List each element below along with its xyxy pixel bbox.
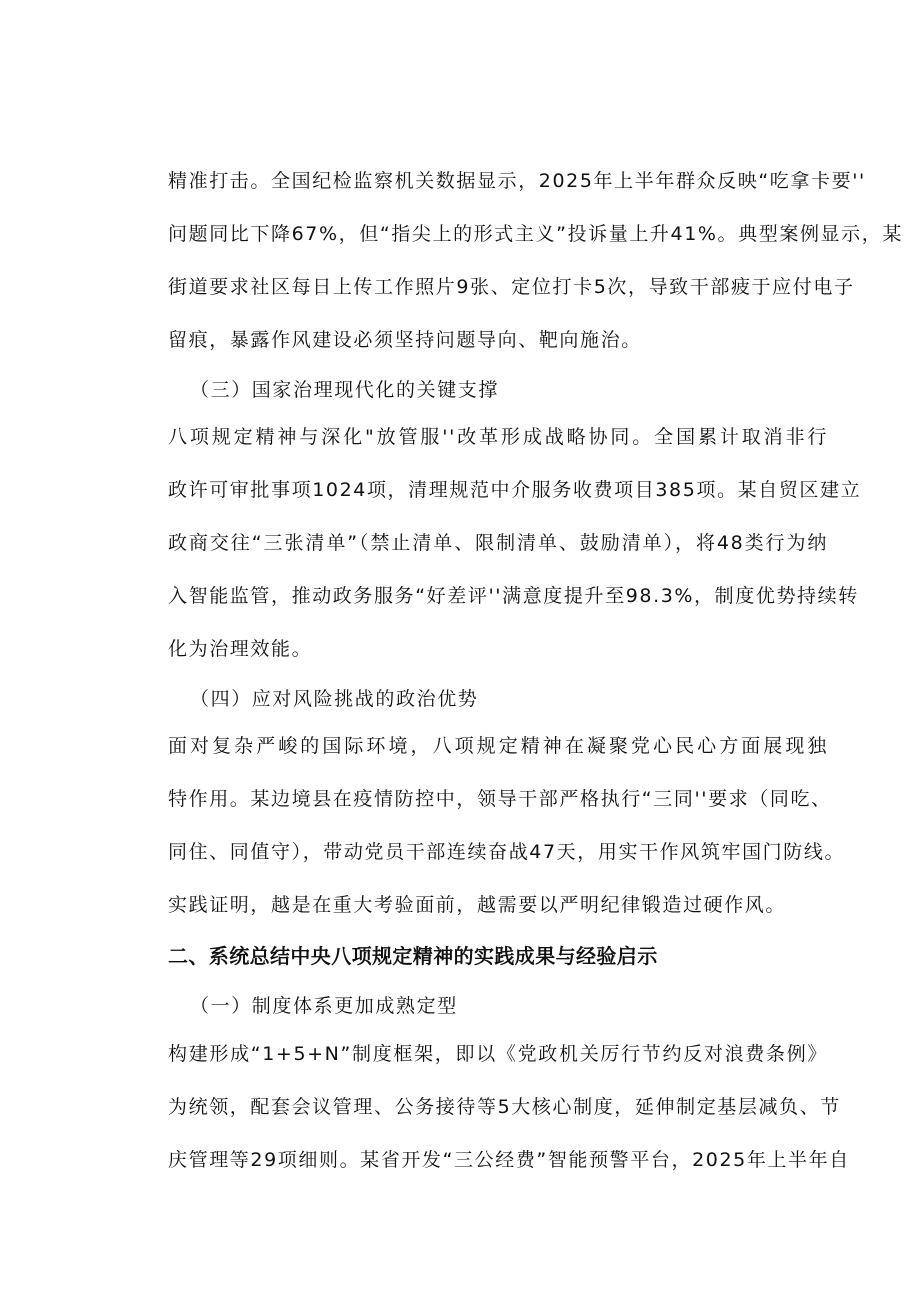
paragraph-2-line-5: 化为治理效能。 (168, 638, 313, 660)
paragraph-3-line-3: 同住、同值守），带动党员干部连续奋战47天，用实干作风筑牢国门防线。 (168, 841, 846, 863)
section-heading-3: （三）国家治理现代化的关键支撑 (190, 379, 500, 401)
paragraph-3-line-2: 特作用。某边境县在疫情防控中，领导干部严格执行“三同''要求（同吃、 (168, 788, 832, 810)
paragraph-3-line-4: 实践证明，越是在重大考验面前，越需要以严明纪律锻造过硬作风。 (168, 894, 787, 916)
paragraph-1-line-4: 留痕，暴露作风建设必须坚持问题导向、靶向施治。 (168, 329, 642, 351)
paragraph-4-line-1: 构建形成“1+5+N”制度框架，即以《党政机关厉行节约反对浪费条例》 (168, 1043, 828, 1065)
paragraph-1-line-2: 问题同比下降67%，但“指尖上的形式主义”投诉量上升41%。典型案例显示，某 (168, 223, 903, 245)
paragraph-4-line-3: 庆管理等29项细则。某省开发“三公经费”智能预警平台，2025年上半年自 (168, 1149, 850, 1171)
paragraph-2-line-1: 八项规定精神与深化"放管服''改革形成战略协同。全国累计取消非行 (168, 426, 828, 448)
paragraph-1-line-3: 街道要求社区每日上传工作照片9张、定位打卡5次，导致干部疲于应付电子 (168, 276, 855, 298)
section-heading-1: （一）制度体系更加成熟定型 (190, 995, 458, 1017)
section-heading-4: （四）应对风险挑战的政治优势 (190, 688, 479, 710)
paragraph-4-line-2: 为统领，配套会议管理、公务接待等5大核心制度，延伸制定基层减负、节 (168, 1096, 841, 1118)
paragraph-2-line-3: 政商交往“三张清单”（禁止清单、限制清单、鼓励清单），将48类行为纳 (168, 532, 828, 554)
paragraph-1-line-1: 精准打击。全国纪检监察机关数据显示，2025年上半年群众反映“吃拿卡要'' (168, 170, 866, 192)
paragraph-3-line-1: 面对复杂严峻的国际环境，八项规定精神在凝聚党心民心方面展现独 (168, 735, 828, 757)
paragraph-2-line-2: 政许可审批事项1024项，清理规范中介服务收费项目385项。某自贸区建立 (168, 479, 862, 501)
chapter-heading-2: 二、系统总结中央八项规定精神的实践成果与经验启示 (168, 944, 658, 968)
paragraph-2-line-4: 入智能监管，推动政务服务“好差评''满意度提升至98.3%，制度优势持续转 (168, 585, 859, 607)
